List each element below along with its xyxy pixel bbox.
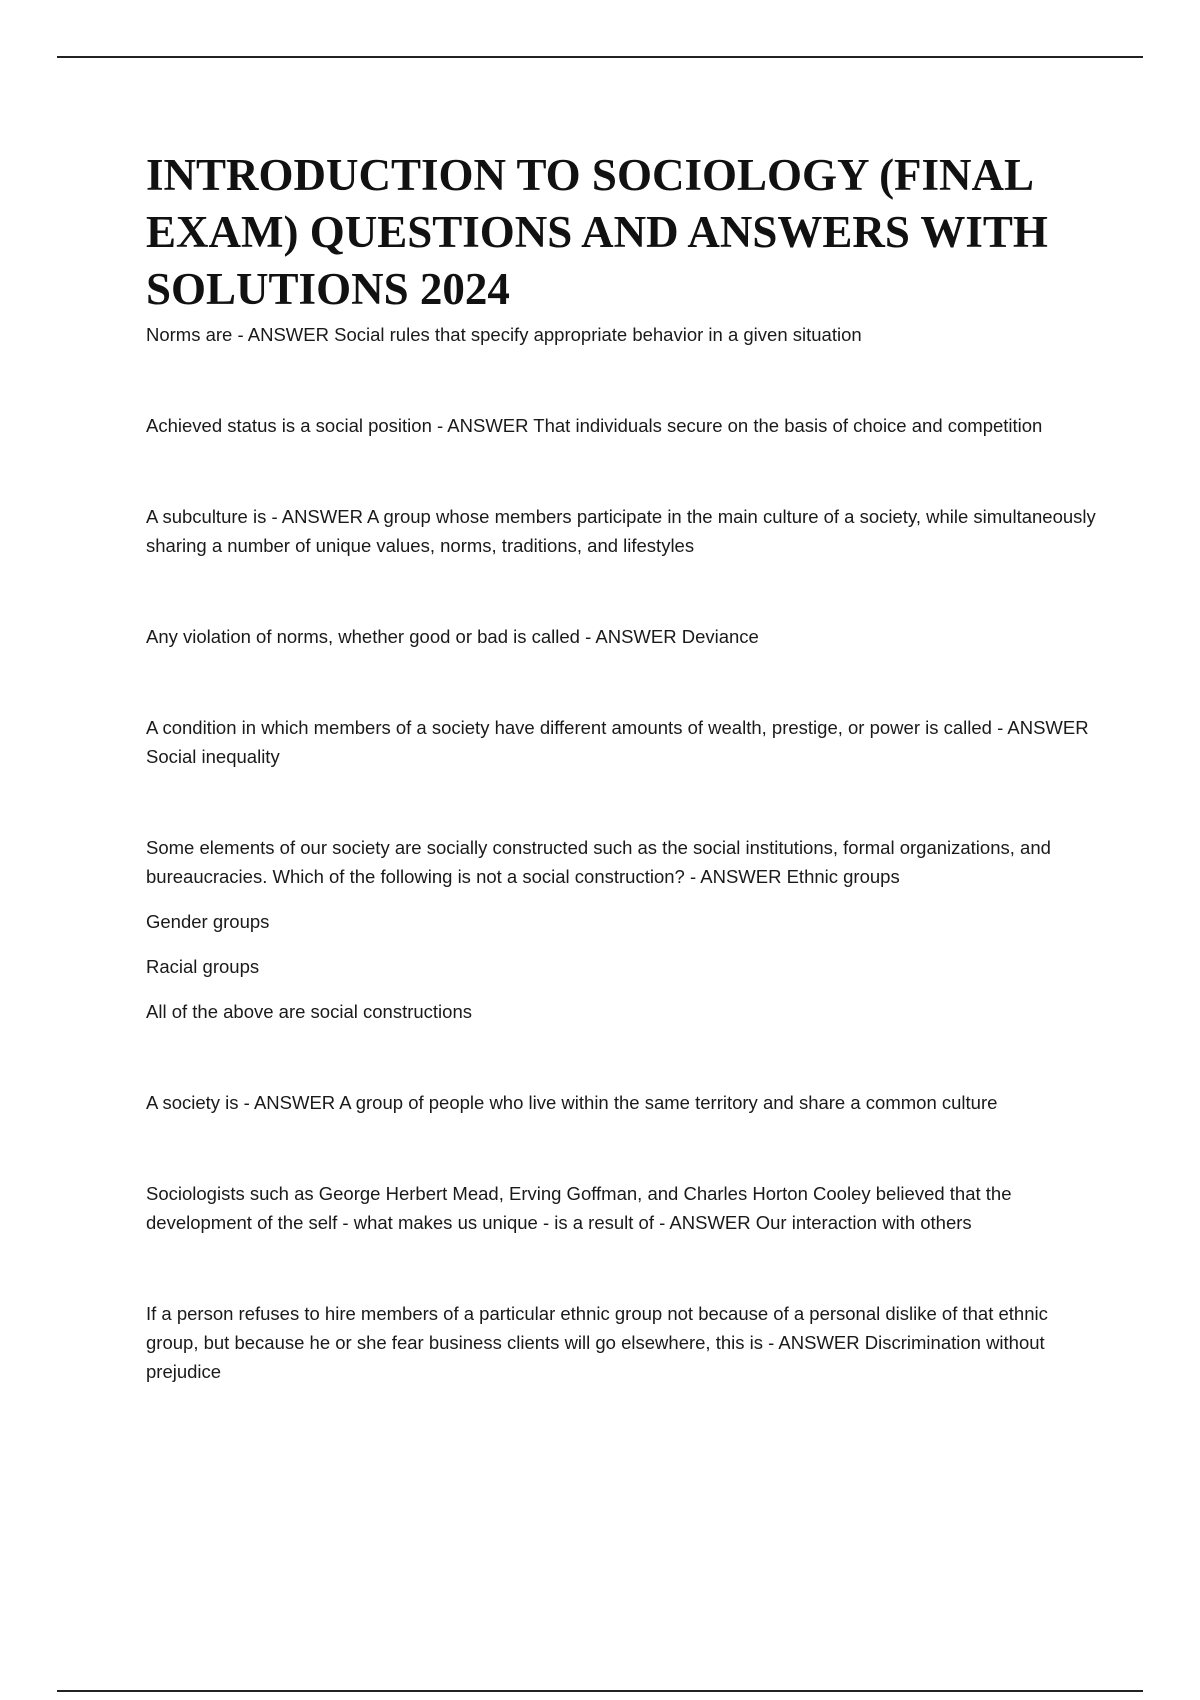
qa-option-gender-groups: Gender groups [146,911,270,932]
document-title: INTRODUCTION TO SOCIOLOGY (FINAL EXAM) QUESTIONS AND ANSWERS WITH SOLUTIONS 2024 [146,150,1048,314]
qa-entry-achieved-status: Achieved status is a social position - ANSWER That individuals secure on the basis of choice and competition [146,415,1043,436]
qa-entry-discrimination: If a person refuses to hire members of a particular ethnic group not because of a personal dislike of that ethnic group, but because he or she fear business clients will go elsewhere, this is - ANSWER Discrimination without prejudice [146,1303,1048,1382]
qa-entry-development-of-self: Sociologists such as George Herbert Mead, Erving Goffman, and Charles Horton Cooley believed that the development of the self - what makes us unique - is a result of - ANSWER Our interaction with others [146,1183,1012,1233]
qa-entry-deviance: Any violation of norms, whether good or bad is called - ANSWER Deviance [146,626,759,647]
qa-entry-norms: Norms are - ANSWER Social rules that specify appropriate behavior in a given situation [146,324,862,345]
qa-option-racial-groups: Racial groups [146,956,260,977]
qa-entry-social-construction: Some elements of our society are socially constructed such as the social institutions, formal organizations, and bureaucracies. Which of the following is not a social construction? - ANSWER Ethnic groups [146,837,1051,887]
qa-entry-society: A society is - ANSWER A group of people who live within the same territory and share a common culture [146,1092,998,1113]
qa-entry-subculture: A subculture is - ANSWER A group whose members participate in the main culture of a society, while simultaneously sharing a number of unique values, norms, traditions, and lifestyles [146,506,1096,556]
top-rule [57,56,1143,58]
qa-option-all-above: All of the above are social constructions [146,1001,472,1022]
qa-entry-social-inequality: A condition in which members of a society have different amounts of wealth, prestige, or power is called - ANSWER Social inequality [146,717,1089,767]
bottom-rule [57,1690,1143,1692]
document-body [146,147,1096,1386]
